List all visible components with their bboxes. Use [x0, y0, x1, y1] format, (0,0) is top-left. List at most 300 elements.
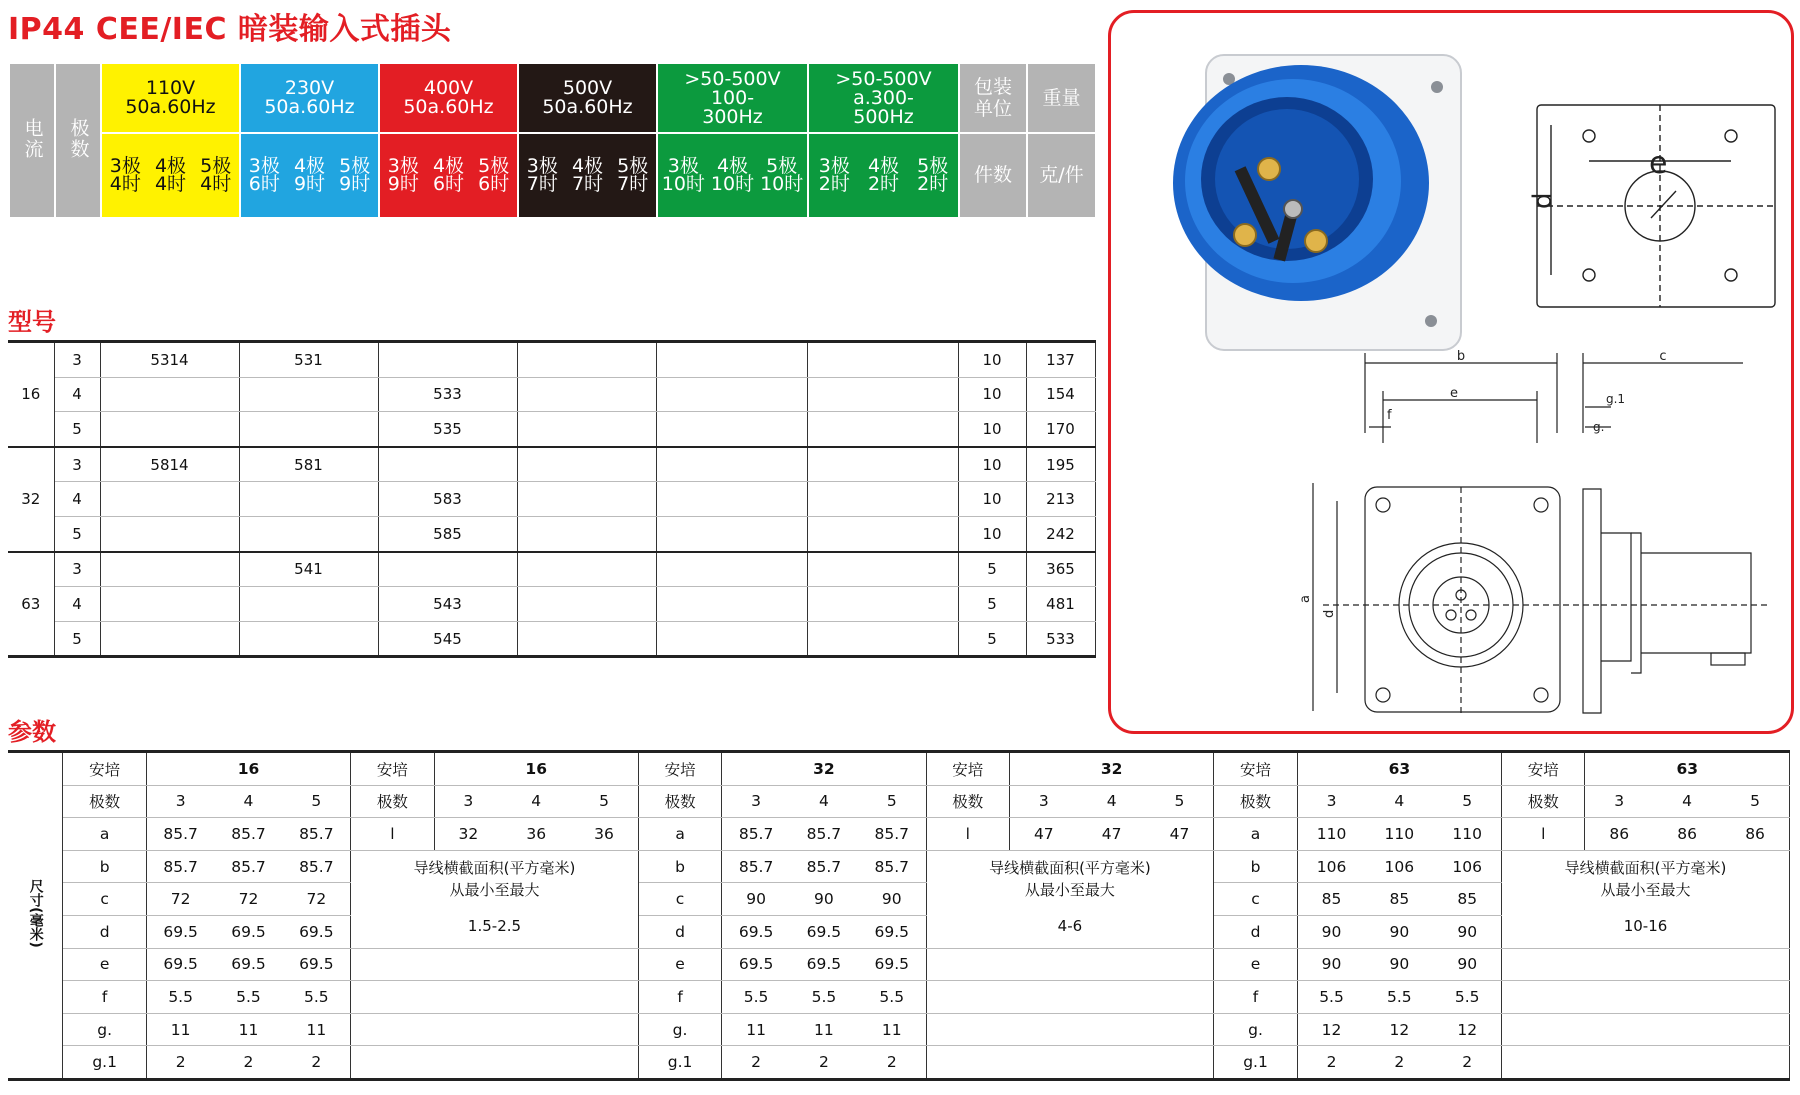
- dim-value: 12: [1297, 1013, 1365, 1046]
- dim-value: 2: [858, 1046, 926, 1080]
- dim-value: 110: [1297, 818, 1365, 851]
- model-code-cell: [517, 552, 656, 587]
- l-label: l: [926, 818, 1009, 851]
- poles-cell: 4: [54, 482, 100, 517]
- poles-header: [55, 63, 101, 218]
- freq-text: 100-: [710, 86, 755, 109]
- dim-value: 72: [146, 883, 214, 916]
- model-code-cell: [239, 482, 378, 517]
- amp-label: 安培: [351, 752, 434, 786]
- wire-range: 1.5-2.5: [467, 916, 522, 935]
- pole-number: 4: [1653, 785, 1721, 818]
- poles-label: 极数: [926, 785, 1009, 818]
- empty-cell: [351, 1046, 639, 1080]
- pack-label: 包装单位: [973, 76, 1012, 120]
- dim-label: g.1: [63, 1046, 146, 1080]
- poles-cell: 4: [54, 377, 100, 412]
- dim-value: 85.7: [214, 850, 282, 883]
- poles-50-500-a: [657, 133, 808, 218]
- l-value: 36: [502, 818, 570, 851]
- dim-label-a: a: [1298, 595, 1313, 603]
- dim-value: 69.5: [283, 948, 351, 981]
- model-row: [8, 516, 1095, 551]
- pack-cell: 5: [958, 621, 1026, 657]
- model-row: [8, 377, 1095, 412]
- dim-label: c: [63, 883, 146, 916]
- poles-50-500-b: [808, 133, 959, 218]
- pack-cell: 10: [958, 447, 1026, 482]
- model-code-cell: [807, 552, 958, 587]
- poles-cell: 3: [54, 552, 100, 587]
- model-code-cell: [517, 516, 656, 551]
- pack-cell: 10: [958, 516, 1026, 551]
- empty-cell: [1502, 981, 1790, 1014]
- dim-value: 106: [1297, 850, 1365, 883]
- model-code-cell: [100, 482, 239, 517]
- poles-label: 极数: [1502, 785, 1585, 818]
- l-value: 47: [1010, 818, 1078, 851]
- dim-label: d: [638, 915, 721, 948]
- model-code-cell: [517, 621, 656, 657]
- model-code-cell: [239, 621, 378, 657]
- model-code-cell: [517, 412, 656, 447]
- dim-value: 69.5: [722, 915, 790, 948]
- pole-number: 5: [858, 785, 926, 818]
- dim-label: g.: [1214, 1013, 1297, 1046]
- params-row: [8, 1013, 1790, 1046]
- model-code-cell: [656, 482, 807, 517]
- dim-label: a: [638, 818, 721, 851]
- dim-value: 5.5: [722, 981, 790, 1014]
- voltage-50-500-a: [657, 63, 808, 133]
- current-cell: 63: [8, 552, 54, 657]
- dim-label: d: [63, 915, 146, 948]
- dim-value: 85.7: [858, 850, 926, 883]
- model-code-cell: [807, 447, 958, 482]
- dim-label: g.: [638, 1013, 721, 1046]
- voltage-text: >50-500V: [835, 67, 932, 90]
- model-code-cell: [807, 412, 958, 447]
- dim-value: 90: [1365, 948, 1433, 981]
- model-code-cell: [100, 552, 239, 587]
- dim-label: a: [63, 818, 146, 851]
- dim-value: 90: [1433, 948, 1501, 981]
- model-code-cell: [378, 342, 517, 378]
- pole-cell: 5极 7时: [617, 155, 649, 195]
- poles-cell: 3: [54, 342, 100, 378]
- model-code-cell: [517, 587, 656, 622]
- size-side-text: 尺寸(毫米): [27, 878, 44, 948]
- dim-value: 85.7: [146, 850, 214, 883]
- pole-number: 5: [570, 785, 638, 818]
- wire-note-title: 导线横截面积(平方毫米): [413, 858, 576, 877]
- freq-text: 50a.60Hz: [264, 96, 355, 118]
- pole-cell: 4极 9时: [293, 155, 326, 195]
- model-code-cell: [239, 587, 378, 622]
- model-code-cell: [656, 412, 807, 447]
- model-code-cell: [517, 447, 656, 482]
- model-row: [8, 447, 1095, 482]
- params-row: [8, 850, 1790, 883]
- pole-cell: 4极 10时: [710, 155, 755, 195]
- dim-value: 85: [1297, 883, 1365, 916]
- dim-value: 12: [1433, 1013, 1501, 1046]
- weight-unit: 克/件: [1027, 133, 1096, 218]
- dim-value: 11: [722, 1013, 790, 1046]
- pole-number: 4: [502, 785, 570, 818]
- amp-label: 安培: [926, 752, 1009, 786]
- wire-section-cell: [926, 850, 1214, 948]
- weight-cell: 533: [1026, 621, 1095, 657]
- amp-value: 63: [1297, 752, 1501, 786]
- voltage-110: [101, 63, 240, 133]
- poles-header-text: 极数: [67, 117, 90, 160]
- dim-label: b: [638, 850, 721, 883]
- pole-number: 4: [214, 785, 282, 818]
- poles-230: [240, 133, 379, 218]
- model-table: [8, 340, 1096, 658]
- pole-cell: 4极 7时: [571, 155, 604, 195]
- weight-cell: 213: [1026, 482, 1095, 517]
- dim-label-e-bottom: e: [1450, 386, 1458, 401]
- poles-400: [379, 133, 518, 218]
- wire-note-title: 导线横截面积(平方毫米): [1564, 858, 1727, 877]
- poles-label: 极数: [1214, 785, 1297, 818]
- dim-value: 2: [722, 1046, 790, 1080]
- amp-value: 63: [1585, 752, 1790, 786]
- model-code-cell: [239, 516, 378, 551]
- pack-cell: 10: [958, 482, 1026, 517]
- empty-cell: [1502, 948, 1790, 981]
- model-code-cell: [378, 447, 517, 482]
- dim-label-c: c: [1659, 349, 1667, 364]
- dim-value: 90: [722, 883, 790, 916]
- model-code-cell: [517, 377, 656, 412]
- poles-500: [518, 133, 657, 218]
- model-code-cell: [656, 621, 807, 657]
- poles-cell: 5: [54, 621, 100, 657]
- dim-value: 69.5: [146, 948, 214, 981]
- model-code-cell: [239, 377, 378, 412]
- pole-number: 3: [146, 785, 214, 818]
- pole-cell: 3极 2时: [818, 155, 850, 195]
- dim-value: 5.5: [1297, 981, 1365, 1014]
- weight-cell: 137: [1026, 342, 1095, 378]
- poles-cell: 5: [54, 516, 100, 551]
- dim-label: g.1: [638, 1046, 721, 1080]
- pole-number: 4: [1078, 785, 1146, 818]
- dim-value: 5.5: [1433, 981, 1501, 1014]
- poles-label: 极数: [351, 785, 434, 818]
- pack-cell: 5: [958, 587, 1026, 622]
- dim-value: 110: [1365, 818, 1433, 851]
- empty-cell: [351, 1013, 639, 1046]
- pole-number: 5: [1433, 785, 1501, 818]
- wire-range: 10-16: [1623, 916, 1668, 935]
- voltage-500: [518, 63, 657, 133]
- model-code-cell: [807, 342, 958, 378]
- poles-label: 极数: [638, 785, 721, 818]
- pole-cell: 5极 4时: [200, 155, 232, 195]
- dim-value: 85.7: [283, 818, 351, 851]
- model-code-cell: [517, 482, 656, 517]
- dim-value: 106: [1433, 850, 1501, 883]
- params-row: [8, 752, 1790, 786]
- dim-value: 85: [1365, 883, 1433, 916]
- product-illustration-box: [1108, 10, 1794, 734]
- model-code-cell: 583: [378, 482, 517, 517]
- product-drawing: [1111, 13, 1791, 731]
- dim-value: 11: [858, 1013, 926, 1046]
- model-row: [8, 552, 1095, 587]
- pole-number: 4: [1365, 785, 1433, 818]
- pole-number: 3: [1297, 785, 1365, 818]
- model-code-cell: [517, 342, 656, 378]
- wire-section-cell: [351, 850, 639, 948]
- model-code-cell: [807, 621, 958, 657]
- freq-text: 50a.60Hz: [125, 96, 216, 118]
- pole-number: 5: [283, 785, 351, 818]
- empty-cell: [1502, 1046, 1790, 1080]
- l-value: 32: [434, 818, 502, 851]
- current-header: [9, 63, 55, 218]
- freq-text: 300Hz: [702, 105, 763, 128]
- weight-header: [1027, 63, 1096, 133]
- model-code-cell: [656, 587, 807, 622]
- dim-value: 85.7: [146, 818, 214, 851]
- model-code-cell: [656, 342, 807, 378]
- weight-label: 重量: [1042, 86, 1081, 109]
- empty-cell: [1502, 1013, 1790, 1046]
- model-code-cell: [239, 412, 378, 447]
- dim-value: 11: [146, 1013, 214, 1046]
- dim-label: c: [1214, 883, 1297, 916]
- current-header-text: 电流: [21, 117, 44, 160]
- voltage-400: [379, 63, 518, 133]
- amp-label: 安培: [1502, 752, 1585, 786]
- dim-value: 69.5: [722, 948, 790, 981]
- pole-number: 3: [434, 785, 502, 818]
- poles-cell: 5: [54, 412, 100, 447]
- dim-value: 85.7: [214, 818, 282, 851]
- dim-value: 2: [790, 1046, 858, 1080]
- dim-value: 5.5: [146, 981, 214, 1014]
- dim-value: 85.7: [283, 850, 351, 883]
- amp-value: 32: [1010, 752, 1214, 786]
- dim-label: f: [1214, 981, 1297, 1014]
- weight-cell: 195: [1026, 447, 1095, 482]
- dim-value: 85.7: [722, 818, 790, 851]
- amp-value: 32: [722, 752, 926, 786]
- dim-label-g: g.: [1593, 420, 1605, 434]
- pole-number: 3: [722, 785, 790, 818]
- dim-label-e-top: e: [1649, 146, 1668, 181]
- dim-value: 85: [1433, 883, 1501, 916]
- weight-cell: 365: [1026, 552, 1095, 587]
- dim-value: 69.5: [790, 915, 858, 948]
- dim-value: 69.5: [858, 948, 926, 981]
- wire-range: 4-6: [1057, 916, 1083, 935]
- dim-label: g.: [63, 1013, 146, 1046]
- l-label: l: [351, 818, 434, 851]
- wire-note-sub: 从最小至最大: [449, 880, 540, 899]
- dim-value: 90: [1297, 948, 1365, 981]
- pole-number: 3: [1010, 785, 1078, 818]
- front-view-drawing: [1537, 105, 1775, 307]
- model-code-cell: [807, 516, 958, 551]
- dim-value: 5.5: [790, 981, 858, 1014]
- amp-label: 安培: [1214, 752, 1297, 786]
- pack-cell: 10: [958, 342, 1026, 378]
- dim-value: 11: [214, 1013, 282, 1046]
- dim-label: f: [638, 981, 721, 1014]
- freq-text: 500Hz: [853, 105, 914, 128]
- poles-110: [101, 133, 240, 218]
- pole-number: 4: [790, 785, 858, 818]
- dim-value: 90: [1365, 915, 1433, 948]
- l-value: 86: [1721, 818, 1789, 851]
- pole-cell: 4极 4时: [154, 155, 187, 195]
- pole-cell: 3极 7时: [526, 155, 558, 195]
- page-title: IP44 CEE/IEC 暗装输入式插头: [8, 12, 452, 47]
- dim-value: 11: [283, 1013, 351, 1046]
- l-value: 47: [1078, 818, 1146, 851]
- dim-label: c: [638, 883, 721, 916]
- amp-label: 安培: [63, 752, 146, 786]
- pole-number: 5: [1146, 785, 1214, 818]
- weight-cell: 154: [1026, 377, 1095, 412]
- model-code-cell: [100, 587, 239, 622]
- models-title: 型号: [8, 308, 56, 336]
- pole-cell: 4极 6时: [432, 155, 465, 195]
- voltage-text: 110V: [145, 77, 196, 99]
- l-value: 86: [1585, 818, 1653, 851]
- model-code-cell: 541: [239, 552, 378, 587]
- dim-label-d-bottom: d: [1322, 609, 1337, 618]
- dim-label-b: b: [1456, 349, 1466, 364]
- model-code-cell: [807, 377, 958, 412]
- pole-number: 5: [1721, 785, 1789, 818]
- pole-cell: 4极 2时: [867, 155, 900, 195]
- dim-label: e: [638, 948, 721, 981]
- voltage-text: 500V: [562, 77, 613, 99]
- voltage-230: [240, 63, 379, 133]
- dim-label: g.1: [1214, 1046, 1297, 1080]
- params-table: [8, 750, 1790, 1081]
- model-code-cell: 585: [378, 516, 517, 551]
- dim-value: 69.5: [214, 915, 282, 948]
- dim-value: 5.5: [858, 981, 926, 1014]
- model-code-cell: [807, 587, 958, 622]
- model-code-cell: [100, 621, 239, 657]
- model-code-cell: 545: [378, 621, 517, 657]
- pole-number: 3: [1585, 785, 1653, 818]
- dim-value: 2: [1297, 1046, 1365, 1080]
- model-code-cell: 533: [378, 377, 517, 412]
- model-code-cell: 5814: [100, 447, 239, 482]
- pack-cell: 10: [958, 412, 1026, 447]
- freq-text: a.300-: [853, 86, 914, 109]
- dim-value: 85.7: [790, 818, 858, 851]
- dim-label: d: [1214, 915, 1297, 948]
- voltage-50-500-b: [808, 63, 959, 133]
- dim-value: 72: [283, 883, 351, 916]
- dim-value: 2: [1433, 1046, 1501, 1080]
- dim-label-f: f: [1387, 408, 1392, 423]
- dim-label: a: [1214, 818, 1297, 851]
- dim-value: 85.7: [722, 850, 790, 883]
- poles-label: 极数: [63, 785, 146, 818]
- dim-value: 12: [1365, 1013, 1433, 1046]
- dim-value: 69.5: [283, 915, 351, 948]
- current-cell: 16: [8, 342, 54, 447]
- pole-cell: 3极 10时: [661, 155, 705, 195]
- dim-value: 85.7: [790, 850, 858, 883]
- dim-value: 5.5: [1365, 981, 1433, 1014]
- pole-cell: 5极 10时: [760, 155, 804, 195]
- params-row: [8, 785, 1790, 818]
- dim-value: 5.5: [214, 981, 282, 1014]
- dim-value: 90: [790, 883, 858, 916]
- dim-value: 69.5: [790, 948, 858, 981]
- current-cell: 32: [8, 447, 54, 552]
- empty-cell: [926, 981, 1214, 1014]
- model-code-cell: [656, 516, 807, 551]
- params-row: [8, 1046, 1790, 1080]
- dim-label: e: [1214, 948, 1297, 981]
- model-code-cell: 5314: [100, 342, 239, 378]
- dim-value: 69.5: [146, 915, 214, 948]
- model-code-cell: [100, 412, 239, 447]
- params-row: [8, 981, 1790, 1014]
- wire-note-sub: 从最小至最大: [1024, 880, 1115, 899]
- plug-photo: [1173, 55, 1461, 350]
- dim-label: b: [1214, 850, 1297, 883]
- pack-cell: 5: [958, 552, 1026, 587]
- pack-cell: 10: [958, 377, 1026, 412]
- l-value: 86: [1653, 818, 1721, 851]
- section-view-drawing: [1313, 353, 1771, 713]
- dim-value: 72: [214, 883, 282, 916]
- model-row: [8, 621, 1095, 657]
- pole-cell: 3极 6时: [248, 155, 280, 195]
- dim-value: 90: [1433, 915, 1501, 948]
- poles-cell: 4: [54, 587, 100, 622]
- dim-label: e: [63, 948, 146, 981]
- model-code-cell: 581: [239, 447, 378, 482]
- params-title: 参数: [8, 718, 56, 746]
- pack-header: [959, 63, 1027, 133]
- weight-cell: 242: [1026, 516, 1095, 551]
- dim-value: 5.5: [283, 981, 351, 1014]
- empty-cell: [351, 948, 639, 981]
- params-row: [8, 948, 1790, 981]
- dim-label-g1: g.1: [1606, 392, 1626, 406]
- dim-value: 69.5: [858, 915, 926, 948]
- voltage-text: 400V: [423, 77, 474, 99]
- pole-cell: 3极 4时: [109, 155, 141, 195]
- dim-value: 2: [146, 1046, 214, 1080]
- dim-value: 69.5: [214, 948, 282, 981]
- empty-cell: [926, 948, 1214, 981]
- weight-cell: 481: [1026, 587, 1095, 622]
- dim-label-d-top: d: [1528, 192, 1558, 209]
- model-code-cell: [807, 482, 958, 517]
- rating-header-table: [8, 62, 1097, 219]
- dim-value: 2: [283, 1046, 351, 1080]
- size-side-label: [8, 752, 63, 1080]
- pole-cell: 5极 6时: [478, 155, 510, 195]
